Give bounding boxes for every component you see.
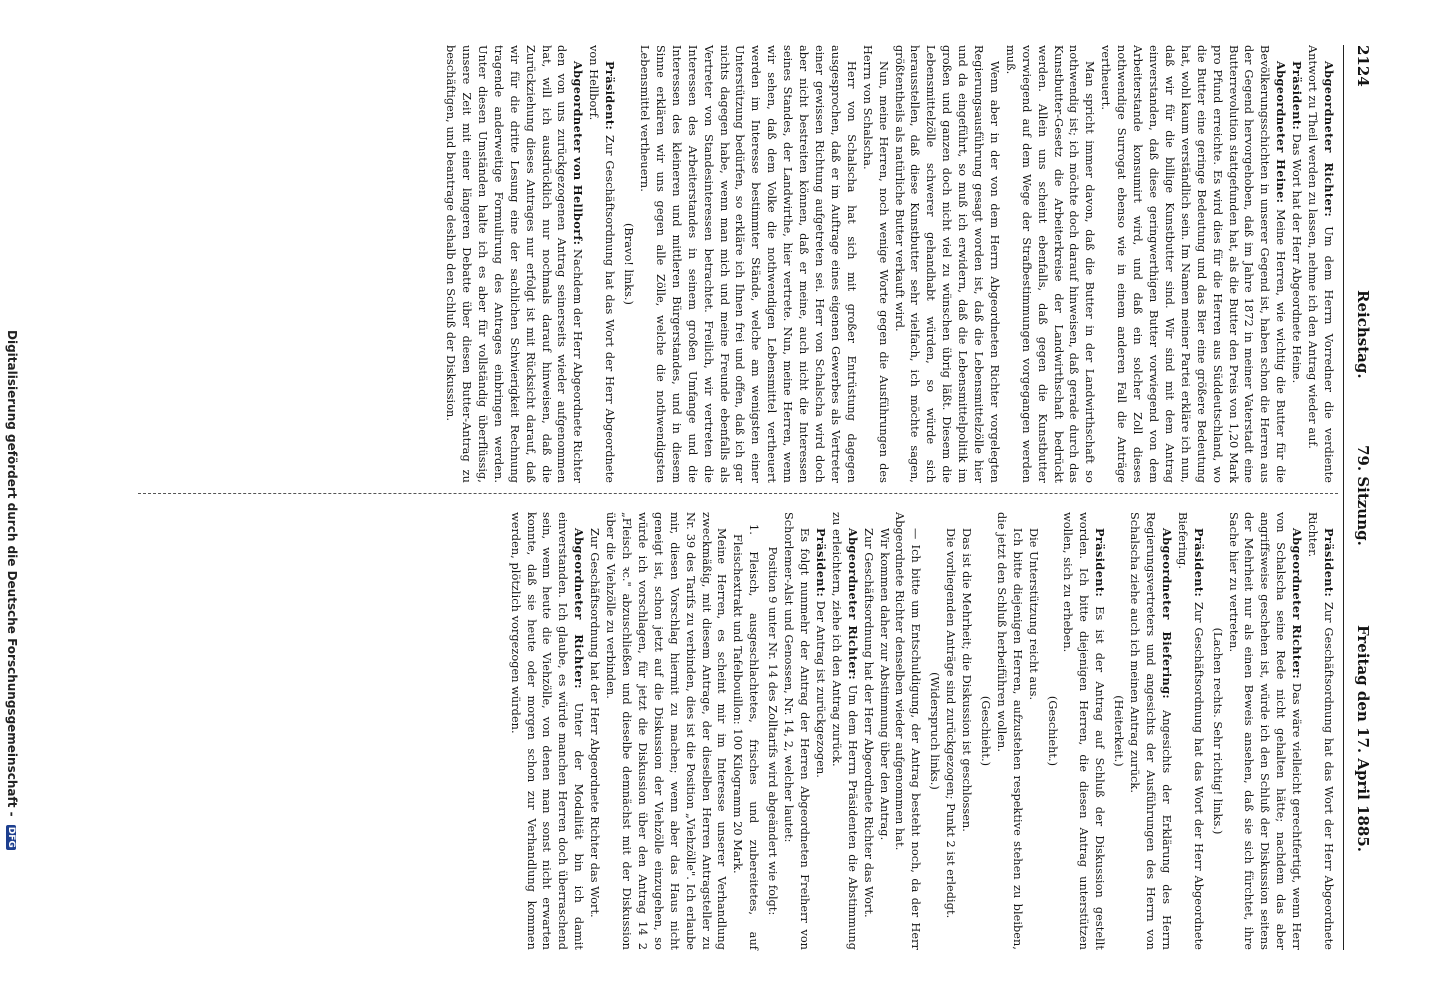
paragraph: Präsident: Es ist der Antrag auf Schluß der Diskussion gestellt worden. Ich bitte diejenigen Herren, die diesen Antrag unterstützen wollen, sich zu erheben. (1061, 512, 1108, 950)
speaker-name: Präsident: (603, 61, 618, 131)
paragraph: Präsident: Der Antrag ist zurückgezogen. (813, 528, 828, 778)
paragraph: Man spricht immer davon, daß die Butter in der Landwirthschaft so nothwendig ist; ich möchte doch darauf hinweisen, daß gerade durch das Kunstbutter-Gesetz die Arbeiterkreise der Landwirthschaft bedrückt werden. Allein uns scheint ebenfalls, daß gegen die Kunstbutter vorwiegend auf dem Wege der Strafbestimmungen vorgegangen werden muß. (1003, 45, 1097, 483)
paragraph: Nun, meine Herren, noch wenige Worte gegen die Ausführungen des Herrn von Schalscha. (860, 45, 890, 483)
column-divider (138, 493, 1338, 494)
paragraph: Abgeordneter von Hellborf: Nachdem der Herr Abgeordnete Richter den von uns zurückgezogenen Antrag seinerseits wieder aufgenommen hat, will ich ausdrücklich nur nochmals darauf hinweisen, daß die Zurückziehung dieses Antrages nur erfolgt ist mit Rücksicht darauf, daß wir für die dritte Lesung eine der sachlichen Schwierigkeit Rechnung tragende anderweitige Formulirung des Antrages einbringen werden. Unter diesen Umständen halte ich es aber für vollständig überflüssig, unsere Zeit mit einer längeren Debatte über diesen Butter-Antrag zu beschäftigen, und beantrage deshalb den Schluß der Diskussion. (444, 45, 586, 483)
speaker-name: Abgeordneter Richter: (572, 528, 587, 689)
credit-text: Digitalisierung gefördert durch die Deutsche Forschungsgemeinschaft - (5, 330, 19, 817)
speaker-name: Präsident: (813, 528, 828, 598)
right-text-column (507, 512, 1336, 950)
stage-direction: (Widerspruch links.) (928, 672, 942, 790)
dfg-logo: DFG (6, 826, 17, 848)
paragraph: Es folgt nunmehr der Antrag der Herren Abgeordneten Freiherr von Schorlemer-Alst und Genossen, Nr. 14, 2, welcher lautet: (782, 512, 811, 950)
session-date: Freitag den 17. April 1885. (1354, 625, 1372, 852)
paragraph: Abgeordneter Biefering: Angesichts der Erklärung des Herrn Regierungsvertreters und angesichts der Ausführungen des Herrn von Schalscha ziehe auch ich meinen Antrag zurück. (1128, 512, 1174, 950)
running-head (1348, 45, 1372, 950)
paragraph: Abgeordneter Heine: Meine Herren, wie wichtig die Butter für die Bevölkerungsschichten in unserer Gegend ist, haben schon die Herren aus der Gegend hervorgehoben, daß im Jahre 1872 in meiner Vaterstadt eine Butterrevolution stattgefunden hat, als die Butter den Preis von 1,20 Mark pro Pfund erreichte. Es wird dies für die Herren aus Süddeutschland, wo die Butter eine geringe Bedeutung und das Bier eine größere Bedeutung hat, wohl kaum verständlich sein. Im Namen meiner Partei erkläre ich nun, daß wir für die billige Kunstbutter sind. Wir sind mit dem Antrag einverstanden, daß diese geringwerthigen Butter vorwiegend von dem Arbeiterstande konsumirt wird, und daß ein solcher Zoll dieses nothwendige Surrogat ebenso wie in einem anderen Fall die Anträge vertheuert. (1099, 45, 1289, 483)
stage-direction: (Heiterkeit.) (1112, 695, 1126, 767)
session-number: 79. Sitzung. (1354, 445, 1372, 546)
paragraph: Meine Herren, es scheint mir im Interesse unserer Verhandlung zweckmäßig, mit diesem Antrage, der dieselben Herren Antragsteller zu Nr. 39 des Tarifs zu verbinden, dies ist die Position „Viehzölle". Ich erlaube mir, diesen Vorschlag hiermit zu machen; wenn aber das Haus nicht geneigt ist, schon jetzt auf die Diskussion der Viehzölle einzugehen, so würde ich vorschlagen, für jetzt die Diskussion über den Antrag 14 2 „Fleisch ꝛc." abzuschließen und dieselbe demnächst mit der Diskussion über die Viehzölle zu verbinden. (604, 512, 729, 950)
speaker-name: Abgeordneter Richter: (1322, 61, 1336, 218)
left-text-column (442, 45, 1336, 483)
paragraph: Präsident: Zur Geschäftsordnung hat das Wort der Herr Abgeordnete von Hellborf. (587, 45, 618, 483)
paragraph: Abgeordneter Richter: Um dem Herrn Vorredner die verdiente Antwort zu Theil werden zu lassen, nehme ich den Antrag wieder auf. (1306, 45, 1336, 484)
speaker-name: Abgeordneter Richter: (1290, 528, 1305, 679)
stage-direction: (Bravo! links.) (622, 222, 636, 306)
paragraph: Wenn aber in der von dem Herrn Abgeordneten Richter vorgelegten Regierungsausführung gesagt worden ist, daß die Lebensmittelzölle hier und da eingeführt, so muß ich erwidern, daß die Lebensmittelpolitik im großen und ganzen doch nicht viel zu wünschen übrig läßt. Diesem die Lebensmittelzölle schwerer gehandhabt würden, so würde sich herausstellen, daß diese Kunstbutter sehr vielfach, ich möchte sagen, größtentheils als natürliche Butter verkauft wird. (892, 45, 1001, 483)
paragraph: Abgeordneter Richter: Das wäre vielleicht gerechtfertigt, wenn Herr von Schalscha seine Rede nicht gehalten hätte; nachdem das aber angriffsweise geschehen ist, würde ich den Schluß der Diskussion seitens der Mehrheit nur als einen Beweis ansehen, daß sie sich fürchtet, ihre Sache hier zu vertreten. (1226, 512, 1305, 950)
paragraph: Die vorliegenden Anträge sind zurückgezogen; Punkt 2 ist erledigt. (944, 528, 958, 919)
paragraph: Präsident: Zur Geschäftsordnung hat das Wort der Herr Abgeordnete Richter. (1306, 512, 1336, 950)
paragraph: Abgeordneter Richter: Unter der Modalität bin ich damit einverstanden. Ich glaube, es würde manchen Herren doch überraschend sein, wenn heute die Viehzölle, von denen man sonst nicht erwarten konnte, daß sie heute oder morgen schon zur Verhandlung kommen werden, plötzlich vorgezogen würden. (508, 512, 587, 951)
paragraph: 1. Fleisch, ausgeschlachtetes, frisches und zubereitetes, auf Fleischextrakt und Tafelbouillon: 100 Kilogramm 20 Mark. (731, 524, 761, 950)
page-number: 2124 (1354, 45, 1372, 87)
speaker-name: Präsident: (1322, 528, 1336, 598)
speaker-name: Präsident: (1191, 528, 1206, 598)
paragraph: Zur Geschäftsordnung hat der Herr Abgeordnete Richter das Wort. (588, 528, 602, 918)
speaker-name: Abgeordneter Heine: (1274, 61, 1289, 204)
paragraph: Abgeordneter Richter: Um dem Herrn Präsidenten die Abstimmung zu erleichtern, ziehe ich den Antrag zurück. (829, 512, 860, 950)
paragraph: Herr von Schalscha hat sich mit großer Entrüstung dagegen ausgesprochen, daß er im Auftrage eines eigenen Gewerbes als Vertreter einer gewissen Richtung aufgetreten sei. Herr von Schalscha wird doch aber nicht bestreiten können, daß er meine, auch nicht die Interessen seines Standes, der Landwirthe, hier vertrete. Nun, meine Herren, wenn wir sehen, daß dem Volke die nothwendigen Lebensmittel vertheuert werden im Interesse bestimmter Stände, welche am wenigsten einer Unterstützung bedürfen, so erkläre ich Ihnen frei und offen, daß ich gar nichts dagegen habe, wenn man mich und meine Freunde ebenfalls als Vertreter von Standesinteressen betrachtet. Freilich, wir vertreten die Interessen des Arbeiterstandes in seinem großen Umfange und die Interessen des kleineren und mittleren Bürgerstandes, und in diesem Sinne erklären wir uns gegen alle Zölle, welche die nothwendigsten Lebensmittel vertheuern. (638, 45, 858, 483)
publication-title: Reichstag. (1354, 290, 1372, 379)
paragraph: Präsident: Zur Geschäftsordnung hat das Wort der Herr Abgeordnete Biefering. (1175, 512, 1206, 950)
stage-direction: (Geschieht.) (1045, 695, 1059, 767)
stage-direction: Position 9 unter Nr. 14 des Zolltarifs wird abgeändert wie folgt: (766, 546, 780, 916)
speaker-name: Abgeordneter von Hellborf: (571, 61, 586, 246)
speaker-name: Präsident: (1093, 528, 1108, 598)
speaker-name: Abgeordneter Richter: (845, 528, 860, 680)
paragraph: — Ich bitte um Entschuldigung, der Antrag besteht noch, da der Herr Abgeordnete Richter denselben wieder aufgenommen hat. (893, 512, 923, 950)
paragraph: Ich bitte diejenigen Herren, aufzustehen respektive stehen zu bleiben, die jetzt den Schluß herbeiführen wollen. (994, 512, 1024, 950)
paragraph: Wir kommen daher zur Abstimmung über den Antrag. (877, 528, 891, 841)
paragraph: Zur Geschäftsordnung hat der Herr Abgeordnete Richter das Wort. (861, 528, 875, 918)
speaker-name: Abgeordneter Biefering: (1159, 528, 1174, 700)
paragraph: Das ist die Mehrheit; die Diskussion ist geschlossen. (960, 528, 974, 832)
stage-direction: (Geschieht.) (978, 695, 992, 767)
header-rule (1343, 45, 1344, 950)
stage-direction: (Lachen rechts. Sehr richtig! links.) (1210, 627, 1224, 835)
speaker-name: Präsident: (1290, 61, 1305, 131)
digitization-credit (5, 330, 19, 850)
paragraph: Die Unterstützung reicht aus. (1026, 528, 1040, 701)
paragraph: Präsident: Das Wort hat der Herr Abgeordnete Heine. (1290, 61, 1305, 384)
